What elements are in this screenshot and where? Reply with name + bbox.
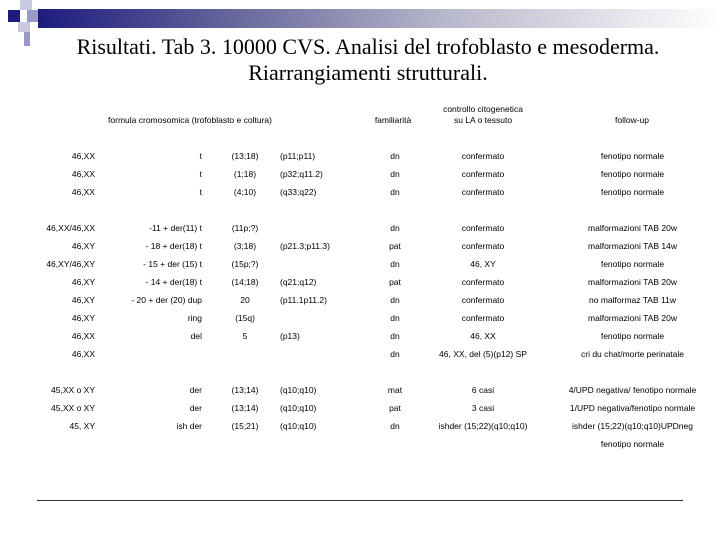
cell-chromosomes: (14;18) bbox=[231, 277, 259, 287]
cell-chromosomes: (13;18) bbox=[231, 151, 259, 161]
cell-cytogenetic-control: 46, XY bbox=[470, 259, 496, 269]
cell-rearrangement-type: ring bbox=[187, 313, 202, 323]
cell-familiarity: dn bbox=[390, 295, 400, 305]
cell-followup: malformazioni TAB 20w bbox=[588, 223, 677, 233]
cell-bands: (q10;q10) bbox=[280, 385, 317, 395]
cell-familiarity: dn bbox=[390, 421, 400, 431]
cell-karyotype: 46,XY/46,XY bbox=[46, 259, 95, 269]
cell-cytogenetic-control: confermato bbox=[461, 187, 505, 197]
cell-bands: (q33;q22) bbox=[280, 187, 317, 197]
cell-followup: malformazioni TAB 14w bbox=[588, 241, 677, 251]
cell-familiarity: pat bbox=[389, 403, 401, 413]
cell-bands: (p11;p11) bbox=[280, 151, 316, 161]
cell-karyotype: 46,XX bbox=[71, 349, 95, 359]
cell-rearrangement-type: -11 + der(11) t bbox=[149, 223, 202, 233]
header-controllo-1: controllo citogenetica bbox=[443, 104, 523, 114]
cell-rearrangement-type: - 18 + der(18) t bbox=[145, 241, 202, 251]
cell-familiarity: dn bbox=[390, 259, 400, 269]
cell-familiarity: dn bbox=[390, 349, 400, 359]
decor-square bbox=[20, 0, 32, 10]
header-controllo-2: su LA o tessuto bbox=[453, 115, 513, 125]
cell-rearrangement-type: ish der bbox=[176, 421, 202, 431]
cell-followup: no malformaz TAB 11w bbox=[589, 295, 676, 305]
cell-chromosomes: (4;10) bbox=[233, 187, 257, 197]
cell-chromosomes: (13;14) bbox=[231, 385, 259, 395]
cell-bands: (p13) bbox=[280, 331, 300, 341]
cell-cytogenetic-control: ishder (15;22)(q10;q10) bbox=[438, 421, 528, 431]
cell-familiarity: pat bbox=[389, 241, 401, 251]
cell-familiarity: dn bbox=[390, 151, 400, 161]
cell-followup: malformazioni TAB 20w bbox=[588, 277, 677, 287]
cell-cytogenetic-control: confermato bbox=[461, 313, 505, 323]
cell-cytogenetic-control: confermato bbox=[461, 151, 505, 161]
cell-chromosomes: 20 bbox=[240, 295, 250, 305]
bottom-rule bbox=[37, 500, 683, 501]
cell-followup: fenotipo normale bbox=[600, 151, 665, 161]
cell-karyotype: 45,XX o XY bbox=[51, 403, 95, 413]
cell-followup: malformazioni TAB 20w bbox=[588, 313, 677, 323]
header-familiarita: familiarità bbox=[374, 115, 412, 125]
cell-chromosomes: (11p;?) bbox=[231, 223, 259, 233]
cell-karyotype: 46,XY bbox=[71, 313, 95, 323]
cell-rearrangement-type: t bbox=[199, 187, 202, 197]
cell-cytogenetic-control: confermato bbox=[461, 295, 505, 305]
cell-followup: fenotipo normale bbox=[600, 331, 665, 341]
cell-chromosomes: 5 bbox=[242, 331, 248, 341]
slide-title-line2: Riarrangiamenti strutturali. bbox=[248, 60, 488, 85]
cell-karyotype: 46,XX bbox=[71, 169, 95, 179]
cell-karyotype: 46,XY bbox=[71, 295, 95, 305]
decor-square bbox=[8, 10, 20, 22]
cell-cytogenetic-control: 6 casi bbox=[471, 385, 495, 395]
cell-rearrangement-type: - 20 + der (20) dup bbox=[131, 295, 202, 305]
cell-cytogenetic-control: 3 casi bbox=[471, 403, 495, 413]
cell-karyotype: 46,XY bbox=[71, 277, 95, 287]
cell-karyotype: 45, XY bbox=[69, 421, 95, 431]
slide-title-line1: Risultati. Tab 3. 10000 CVS. Analisi del trofoblasto e mesoderma. bbox=[76, 34, 660, 59]
cell-karyotype: 46,XX/46,XX bbox=[46, 223, 95, 233]
decor-square bbox=[18, 22, 30, 32]
cell-rearrangement-type: t bbox=[199, 151, 202, 161]
cell-chromosomes: (1;18) bbox=[233, 169, 257, 179]
cell-rearrangement-type: - 14 + der(18) t bbox=[145, 277, 202, 287]
cell-followup: ishder (15;22)(q10;q10)UPDneg bbox=[572, 421, 693, 431]
cell-familiarity: dn bbox=[390, 331, 400, 341]
cell-bands: (p21.3;p11.3) bbox=[280, 241, 330, 251]
cell-chromosomes: (15p;?) bbox=[231, 259, 259, 269]
cell-karyotype: 46,XY bbox=[71, 241, 95, 251]
header-followup: follow-up bbox=[614, 115, 650, 125]
cell-rearrangement-type: - 15 + der (15) t bbox=[143, 259, 202, 269]
cell-bands: (q21;q12) bbox=[280, 277, 317, 287]
cell-rearrangement-type: del bbox=[190, 331, 202, 341]
decor-square bbox=[27, 10, 38, 22]
cell-familiarity: dn bbox=[390, 313, 400, 323]
cell-cytogenetic-control: confermato bbox=[461, 241, 505, 251]
cell-followup: fenotipo normale bbox=[600, 259, 665, 269]
cell-chromosomes: (15;21) bbox=[231, 421, 259, 431]
header-formula: formula cromosomica (trofoblasto e coltura) bbox=[108, 115, 272, 125]
cell-chromosomes: (13;14) bbox=[231, 403, 259, 413]
cell-followup: 1/UPD negativa/fenotipo normale bbox=[569, 403, 696, 413]
cell-cytogenetic-control: 46, XX, del (5)(p12) SP bbox=[439, 349, 527, 359]
cell-karyotype: 46,XX bbox=[71, 331, 95, 341]
cell-cytogenetic-control: confermato bbox=[461, 169, 505, 179]
cell-bands: (p32;q11.2) bbox=[280, 169, 323, 179]
cell-rearrangement-type: t bbox=[199, 169, 202, 179]
cell-cytogenetic-control: confermato bbox=[461, 277, 505, 287]
cell-followup: 4/UPD negativa/ fenotipo normale bbox=[568, 385, 697, 395]
cell-familiarity: mat bbox=[387, 385, 403, 395]
cell-chromosomes: (3;18) bbox=[233, 241, 257, 251]
cell-familiarity: dn bbox=[390, 187, 400, 197]
cell-familiarity: pat bbox=[389, 277, 401, 287]
cell-followup: cri du chat/morte perinatale bbox=[581, 349, 684, 359]
cell-cytogenetic-control: 46, XX bbox=[470, 331, 496, 341]
cell-bands: (q10;q10) bbox=[280, 421, 317, 431]
cell-karyotype: 46,XX bbox=[71, 151, 95, 161]
cell-karyotype: 45,XX o XY bbox=[51, 385, 95, 395]
cell-bands: (q10;q10) bbox=[280, 403, 317, 413]
cell-familiarity: dn bbox=[390, 223, 400, 233]
title-gradient-bar bbox=[38, 9, 720, 28]
cell-karyotype: 46,XX bbox=[71, 187, 95, 197]
cell-followup: fenotipo normale bbox=[600, 187, 665, 197]
cell-chromosomes: (15q) bbox=[235, 313, 255, 323]
cell-followup: fenotipo normale bbox=[600, 169, 665, 179]
cell-familiarity: dn bbox=[390, 169, 400, 179]
cell-bands: (p11.1p11.2) bbox=[280, 295, 327, 305]
cell-rearrangement-type: der bbox=[189, 385, 202, 395]
cell-cytogenetic-control: confermato bbox=[461, 223, 505, 233]
cell-rearrangement-type: der bbox=[189, 403, 202, 413]
cell-followup: fenotipo normale bbox=[600, 439, 665, 449]
